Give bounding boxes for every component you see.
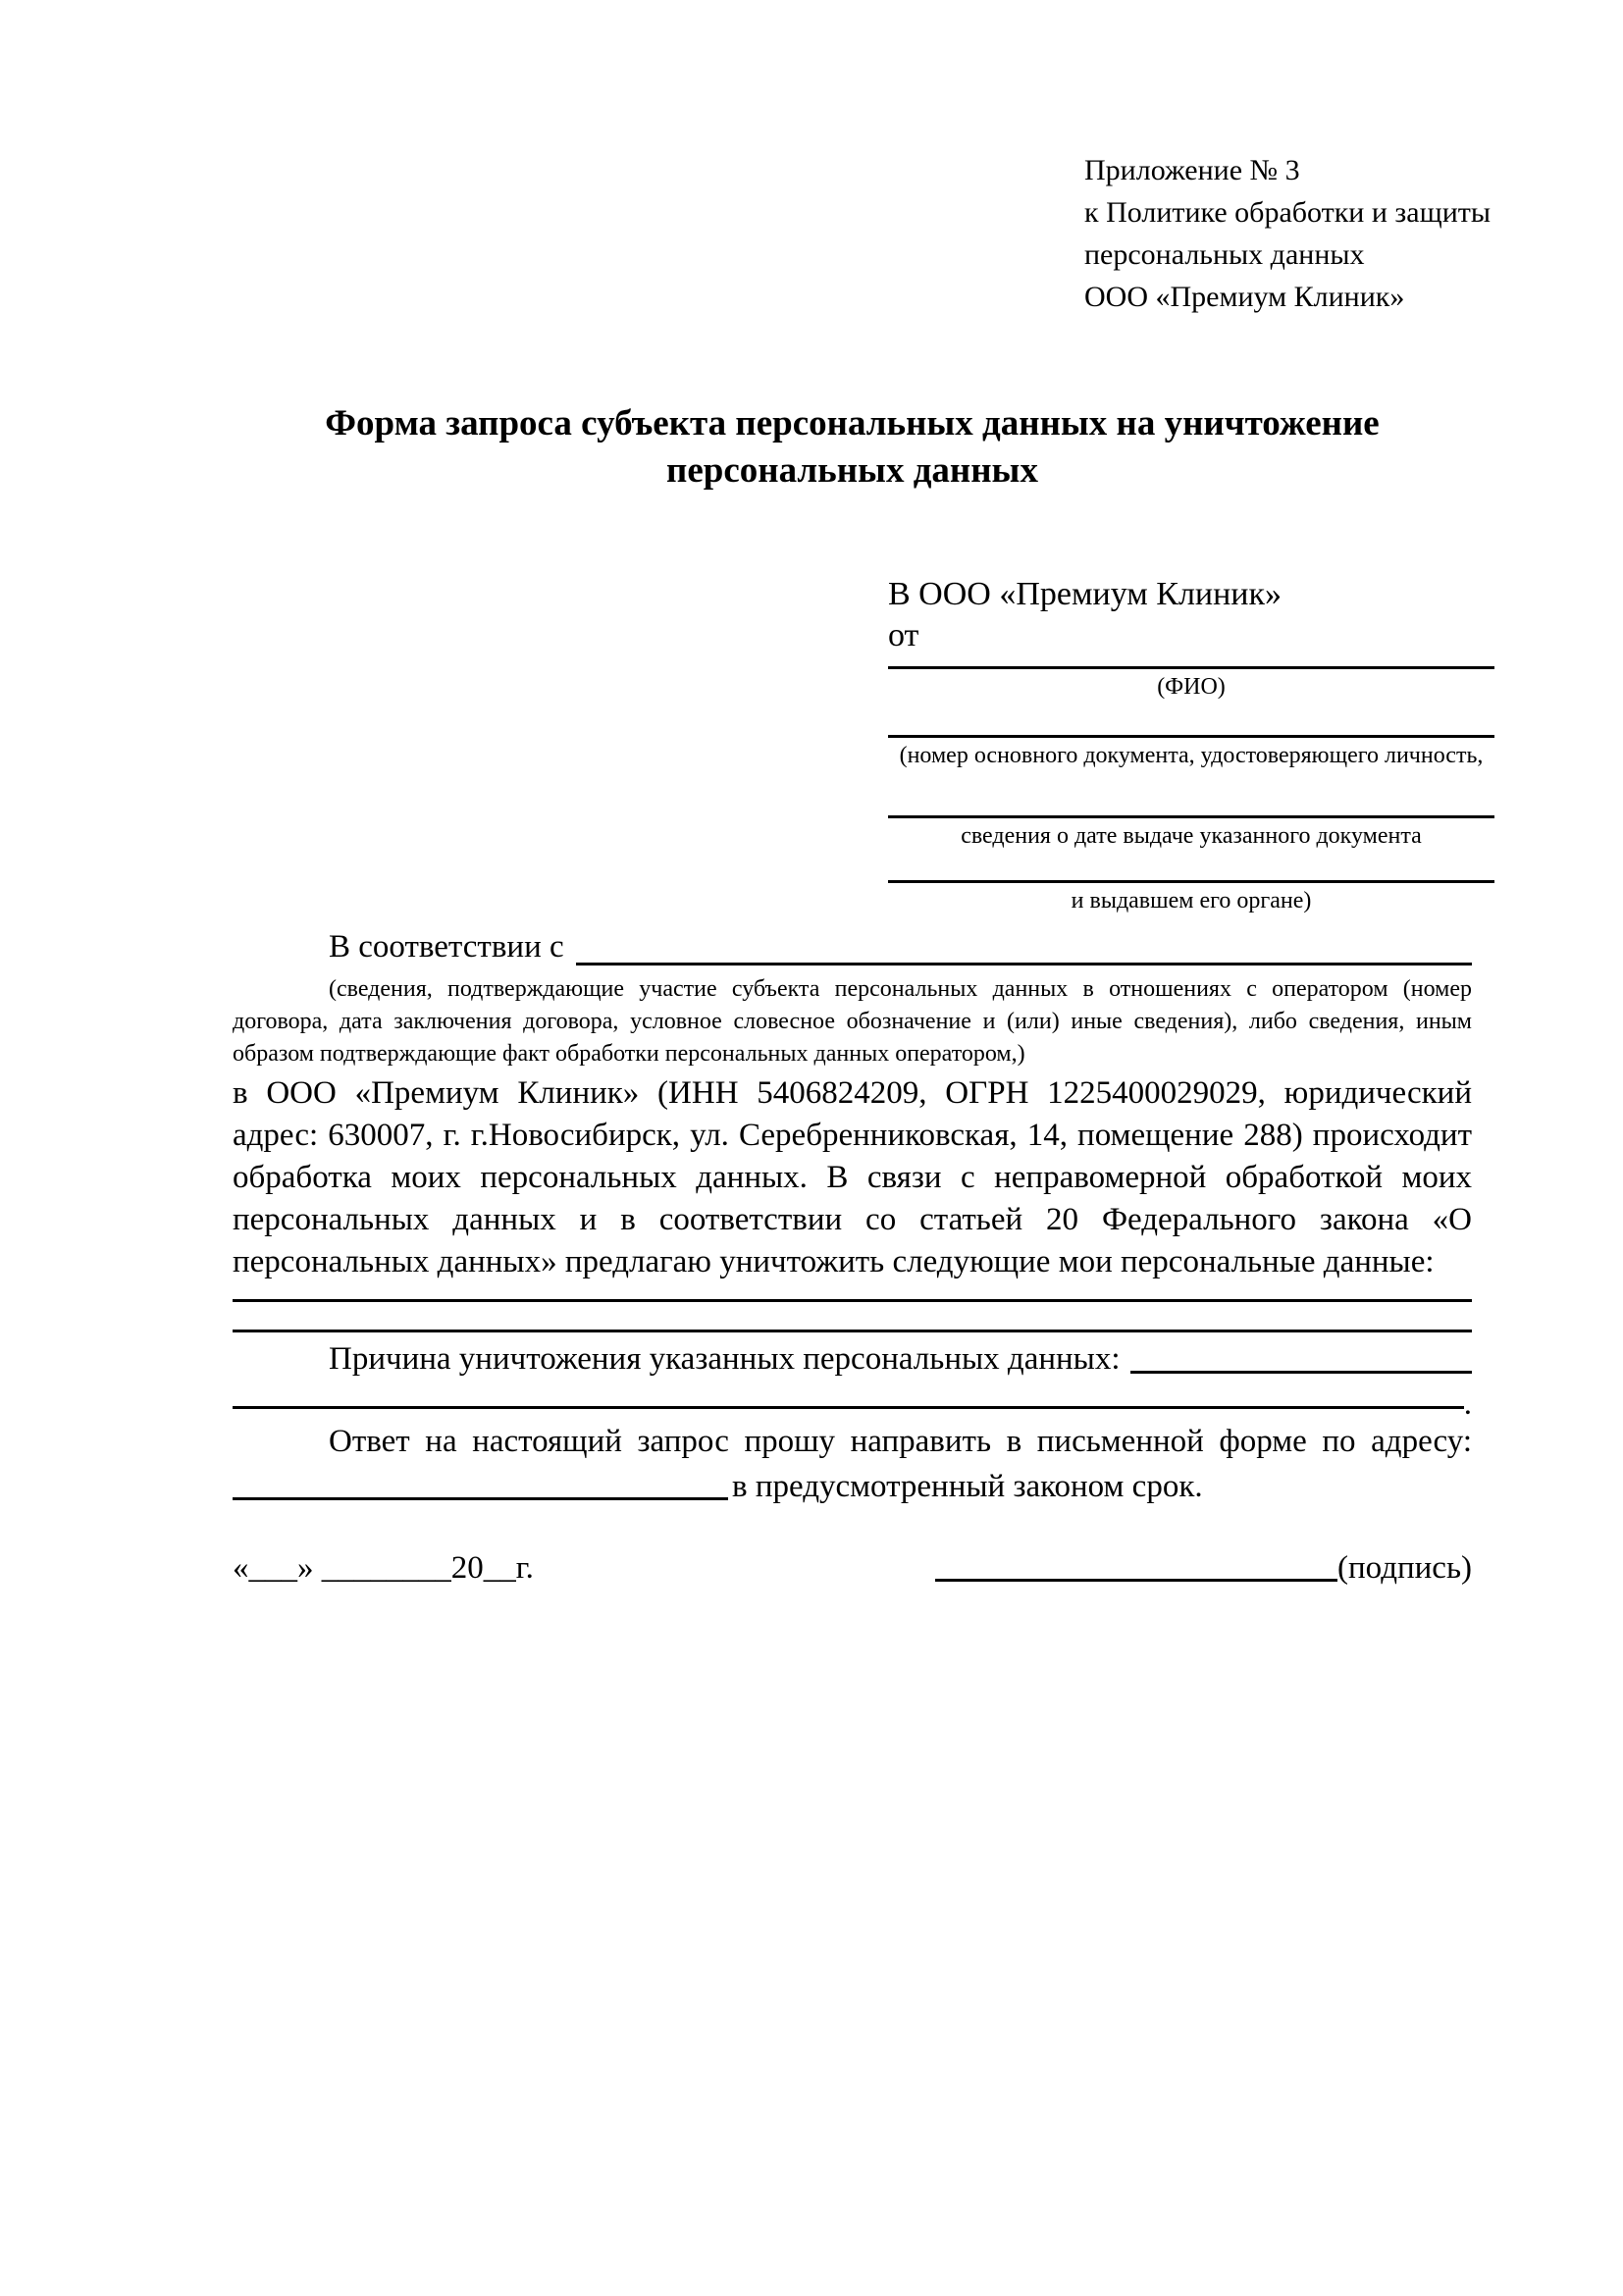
signature-caption: (подпись) — [1337, 1550, 1472, 1586]
appendix-header-line-2: к Политике обработки и защиты — [1084, 196, 1492, 229]
appendix-header — [1084, 149, 1491, 318]
signature-group — [935, 1547, 1472, 1590]
reason-fill-line — [1130, 1371, 1472, 1374]
accordance-row — [233, 926, 1472, 973]
appendix-header-line-1: Приложение № 3 — [1084, 154, 1300, 186]
doc-number-field — [888, 735, 1494, 770]
reason-label: Причина уничтожения указанных персональных данных: — [329, 1341, 1121, 1377]
fio-caption: (ФИО) — [1157, 674, 1226, 700]
fio-field — [888, 666, 1494, 702]
reason-row — [233, 1338, 1472, 1382]
address-fill-line — [233, 1497, 728, 1500]
addressee-to: В ООО «Премиум Клиник» — [888, 576, 1283, 612]
reason-period: . — [1463, 1386, 1472, 1422]
accordance-label: В соответствии с — [329, 929, 564, 965]
addressee-block — [888, 574, 1494, 915]
page-title-line-1: Форма запроса субъекта персональных данных на уничтожение — [325, 403, 1380, 444]
appendix-header-line-3: персональных данных — [1084, 238, 1365, 271]
signature-row — [233, 1547, 1472, 1590]
response-text: Ответ на настоящий запрос прошу направить в письменной форме по адресу: — [329, 1424, 1472, 1459]
issuing-authority-caption: и выдавшем его органе) — [1071, 888, 1312, 913]
personal-data-fill-line-2 — [233, 1330, 1472, 1332]
reason-continuation-row — [233, 1382, 1472, 1422]
accordance-fill-line — [576, 963, 1472, 965]
appendix-header-line-4: ООО «Премиум Клиник» — [1084, 281, 1405, 313]
page-title-line-2: персональных данных — [666, 450, 1038, 491]
main-paragraph: в ООО «Премиум Клиник» (ИНН 5406824209, ОГРН 1225400029029, юридический адрес: 630007, г. г.Новосибирск, ул. Серебренниковская, 14, помещение 288) происходит обработка моих персональных данных. В связи с неправомерной обработкой моих персональных данных и в соответствии со статьей 20 Федерального закона «О персональных данных» предлагаю уничтожить следующие мои персональные данные: — [233, 1075, 1472, 1279]
document-body — [233, 926, 1472, 1590]
issue-date-field — [888, 815, 1494, 851]
date-blank: «___» ________20__г. — [233, 1550, 534, 1586]
reason-fill-line-2 — [233, 1406, 1464, 1409]
signature-fill-line — [935, 1579, 1337, 1582]
personal-data-fill-line-1 — [233, 1299, 1472, 1302]
doc-number-caption: (номер основного документа, удостоверяющего личность, — [899, 743, 1484, 768]
accordance-note: (сведения, подтверждающие участие субъекта персональных данных в отношениях с оператором (номер договора, дата заключения договора, условное словесное обозначение и (или) иные сведения), либо сведения, иным образом подтверждающие факт обработки персональных данных оператором,) — [233, 976, 1472, 1067]
issue-date-caption: сведения о дате выдаче указанного документа — [961, 823, 1422, 849]
response-suffix: в предусмотренный законом срок. — [732, 1469, 1203, 1504]
response-address-row — [233, 1463, 1472, 1508]
addressee-from: от — [888, 617, 919, 653]
issuing-authority-field — [888, 880, 1494, 915]
page-title — [233, 400, 1472, 495]
